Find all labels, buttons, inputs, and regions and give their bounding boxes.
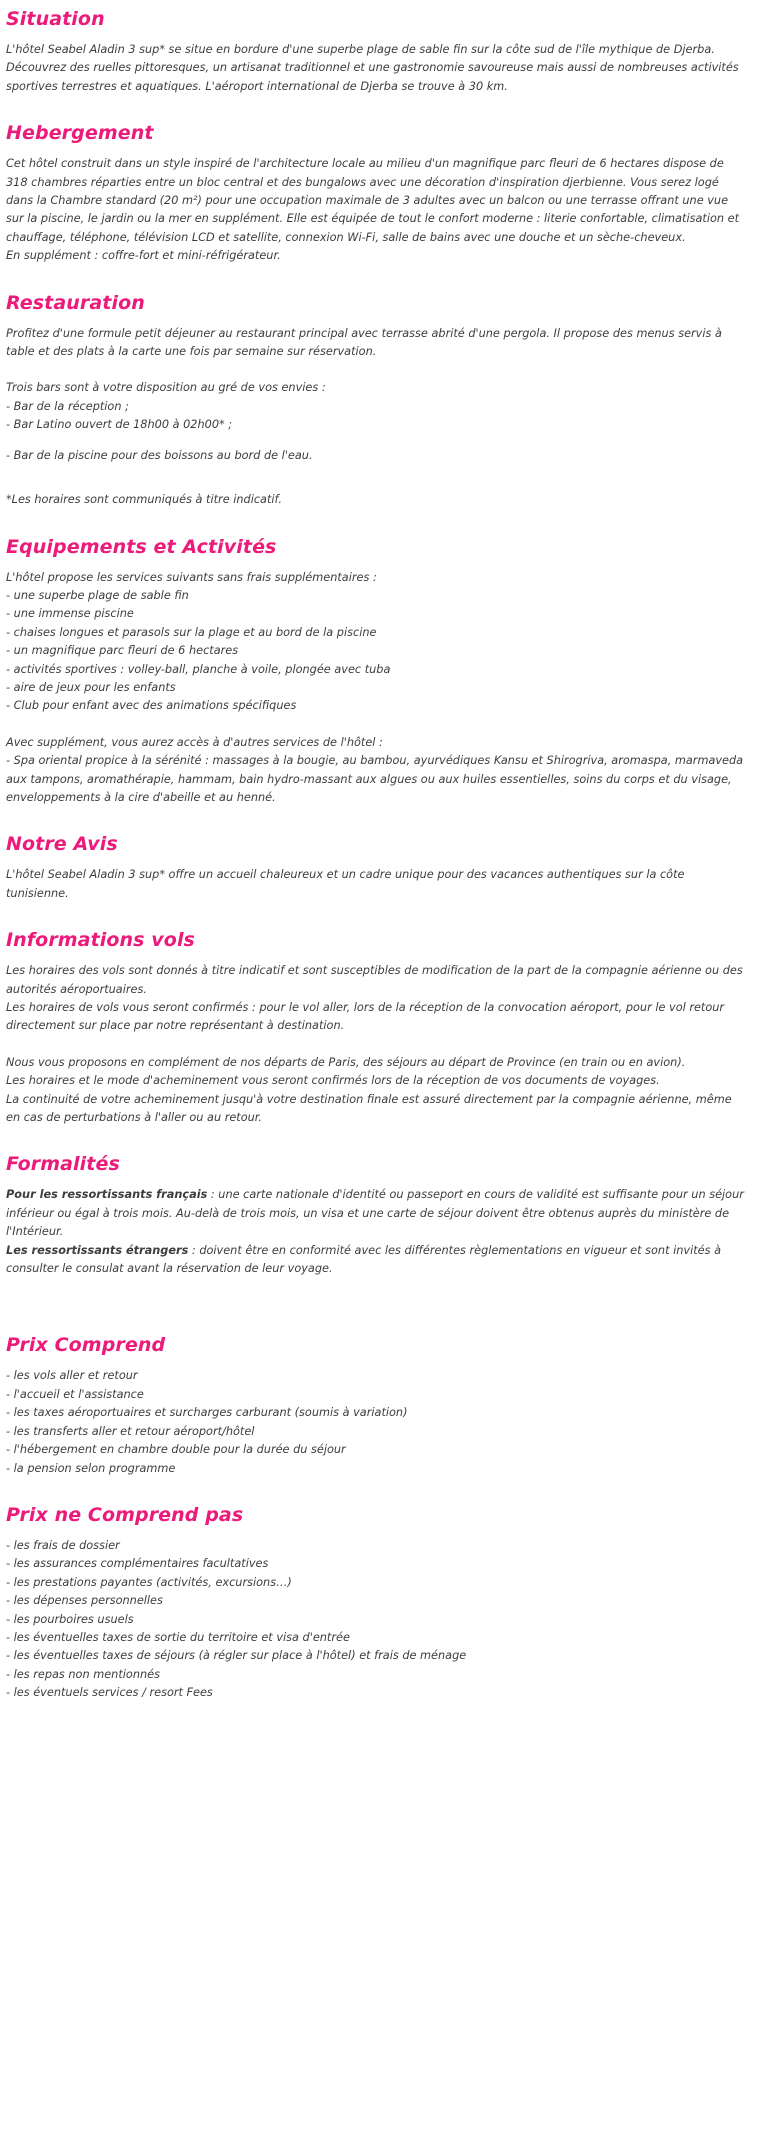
hebergement-paragraph-2: En supplément : coffre-fort et mini-réfrigérateur.	[6, 249, 281, 263]
list-item: - les repas non mentionnés	[6, 1667, 160, 1681]
list-item: - les taxes aéroportuaires et surcharges carburant (soumis à variation)	[6, 1406, 408, 1420]
list-item: - les éventuels services / resort Fees	[6, 1686, 213, 1700]
section-title-formalites: Formalités	[6, 1153, 120, 1176]
section-title-equipements: Equipements et Activités	[6, 535, 277, 558]
list-item: - les éventuelles taxes de séjours (à régler sur place à l'hôtel) et frais de ménage	[6, 1649, 467, 1663]
formalites-francais	[6, 1186, 748, 1241]
list-item: - la pension selon programme	[6, 1461, 176, 1475]
bar-item-2: - Bar Latino ouvert de 18h00 à 02h00* ;	[6, 418, 233, 432]
list-item: - un magnifique parc fleuri de 6 hectares	[6, 644, 239, 658]
list-item: - les prestations payantes (activités, excursions…)	[6, 1575, 292, 1589]
equipements-extra-text: - Spa oriental propice à la sérénité : massages à la bougie, au bambou, ayurvédiques Kansu et Shirogriva, aromaspa, marmaveda aux tampons, aromathérapie, hammam, bain hydro-massant aux algues ou aux huiles essentielles, soins du corps et du visage, enveloppements à la cire d'abeille et au henné.	[6, 754, 744, 804]
spacer	[6, 465, 748, 491]
vols-paragraph-2: Les horaires de vols vous seront confirmés : pour le vol aller, lors de la réception de la convocation aéroport, pour le vol retour directement sur place par notre représentant à destination.	[6, 1001, 725, 1033]
section-title-notre-avis: Notre Avis	[6, 833, 118, 856]
prix-ne-comprend-pas-list	[6, 1537, 748, 1703]
list-item: - aire de jeux pour les enfants	[6, 680, 176, 694]
section-title-restauration: Restauration	[6, 291, 145, 314]
formalites-etrangers	[6, 1242, 748, 1279]
list-item: - les dépenses personnelles	[6, 1594, 163, 1608]
list-item: - les pourboires usuels	[6, 1612, 134, 1626]
list-item: - une immense piscine	[6, 607, 134, 621]
list-item: - les frais de dossier	[6, 1538, 120, 1552]
list-item: - les transferts aller et retour aéroport/hôtel	[6, 1424, 255, 1438]
list-item: - les éventuelles taxes de sortie du territoire et visa d'entrée	[6, 1630, 350, 1644]
list-item: - l'accueil et l'assistance	[6, 1387, 144, 1401]
bar-item-3: - Bar de la piscine pour des boissons au bord de l'eau.	[6, 448, 313, 462]
spacer	[6, 716, 748, 734]
vols-paragraph-4: Les horaires et le mode d'acheminement vous seront confirmés lors de la réception de vos documents de voyages.	[6, 1074, 660, 1088]
list-item: - chaises longues et parasols sur la plage et au bord de la piscine	[6, 625, 377, 639]
restauration-paragraph-1: Profitez d'une formule petit déjeuner au restaurant principal avec terrasse abrité d'une pergola. Il propose des menus servis à table et des plats à la carte une fois par semaine sur réservation.	[6, 326, 722, 359]
vols-paragraph-1: Les horaires des vols sont donnés à titre indicatif et sont susceptibles de modification de la part de la compagnie aérienne ou des autorités aéroportuaires.	[6, 964, 743, 996]
spacer	[6, 435, 748, 447]
vols-paragraph-5: La continuité de votre acheminement jusqu'à votre destination finale est assuré directement par la compagnie aérienne, même en cas de perturbations à l'aller ou au retour.	[6, 1092, 732, 1125]
section-title-prix-ne-comprend-pas: Prix ne Comprend pas	[6, 1503, 244, 1526]
spacer	[6, 1036, 748, 1054]
prix-comprend-list	[6, 1367, 748, 1477]
hebergement-paragraph-1: Cet hôtel construit dans un style inspiré de l'architecture locale au milieu d'un magnifique parc fleuri de 6 hectares dispose de 318 chambres réparties entre un bloc central et des bungalows avec une décoration d'inspiration djerbienne. Vous serez logé dans la Chambre standard (20 m²) pour une occupation maximale de 3 adultes avec un balcon ou une terrasse offrant une vue sur la piscine, le jardin ou la mer en supplément. Elle est équipée de tout le confort moderne : literie confortable, climatisation et chauffage, téléphone, télévision LCD et satellite, connexion Wi-Fi, salle de bains avec une douche et un sèche-cheveux.	[6, 157, 740, 244]
list-item: - l'hébergement en chambre double pour la durée du séjour	[6, 1443, 346, 1457]
section-title-prix-comprend: Prix Comprend	[6, 1334, 166, 1357]
vols-paragraph-3: Nous vous proposons en complément de nos départs de Paris, des séjours au départ de Province (en train ou en avion).	[6, 1055, 686, 1069]
section-prix-ne-comprend-pas	[6, 1504, 748, 1703]
spacer	[6, 361, 748, 379]
equipements-intro: L'hôtel propose les services suivants sans frais supplémentaires :	[6, 570, 377, 584]
formalites-etrangers-label: Les ressortissants étrangers	[6, 1243, 189, 1257]
section-situation	[6, 8, 748, 96]
section-title-informations-vols: Informations vols	[6, 929, 195, 952]
spacer	[6, 1304, 748, 1334]
list-item: - les vols aller et retour	[6, 1369, 138, 1383]
section-title-situation: Situation	[6, 8, 105, 30]
formalites-etrangers-text: : doivent être en conformité avec les différentes règlementations en vigueur et sont invités à consulter le consulat avant la réservation de leur voyage.	[6, 1243, 721, 1276]
bars-intro: Trois bars sont à votre disposition au gré de vos envies :	[6, 381, 326, 395]
section-prix-comprend	[6, 1334, 748, 1477]
section-formalites	[6, 1153, 748, 1278]
restauration-footnote: *Les horaires sont communiqués à titre indicatif.	[6, 493, 282, 507]
equipements-extra-intro: Avec supplément, vous aurez accès à d'autres services de l'hôtel :	[6, 735, 383, 749]
notre-avis-paragraph: L'hôtel Seabel Aladin 3 sup* offre un accueil chaleureux et un cadre unique pour des vacances authentiques sur la côte tunisienne.	[6, 868, 685, 900]
bar-item-1: - Bar de la réception ;	[6, 399, 129, 413]
equipements-list	[6, 587, 748, 716]
section-title-hebergement: Hebergement	[6, 122, 154, 145]
formalites-francais-text: : une carte nationale d'identité ou passeport en cours de validité est suffisante pour un séjour inférieur ou égal à trois mois. Au-delà de trois mois, un visa et une carte de séjour doivent être obtenus auprès du ministère de l'Intérieur.	[6, 1188, 744, 1239]
section-notre-avis	[6, 833, 748, 903]
list-item: - Club pour enfant avec des animations spécifiques	[6, 699, 297, 713]
list-item: - une superbe plage de sable fin	[6, 588, 189, 602]
list-item: - activités sportives : volley-ball, planche à voile, plongée avec tuba	[6, 662, 391, 676]
section-equipements	[6, 536, 748, 808]
section-restauration	[6, 292, 748, 510]
section-hebergement	[6, 122, 748, 265]
list-item: - les assurances complémentaires facultatives	[6, 1557, 269, 1571]
situation-paragraph: L'hôtel Seabel Aladin 3 sup* se situe en bordure d'une superbe plage de sable fin sur la côte sud de l'île mythique de Djerba. Découvrez des ruelles pittoresques, un artisanat traditionnel et une gastronomie savoureuse mais aussi de nombreuses activités sportives terrestres et aquatiques. L'aéroport international de Djerba se trouve à 30 km.	[6, 43, 739, 93]
section-informations-vols	[6, 929, 748, 1127]
formalites-francais-label: Pour les ressortissants français	[6, 1188, 208, 1202]
